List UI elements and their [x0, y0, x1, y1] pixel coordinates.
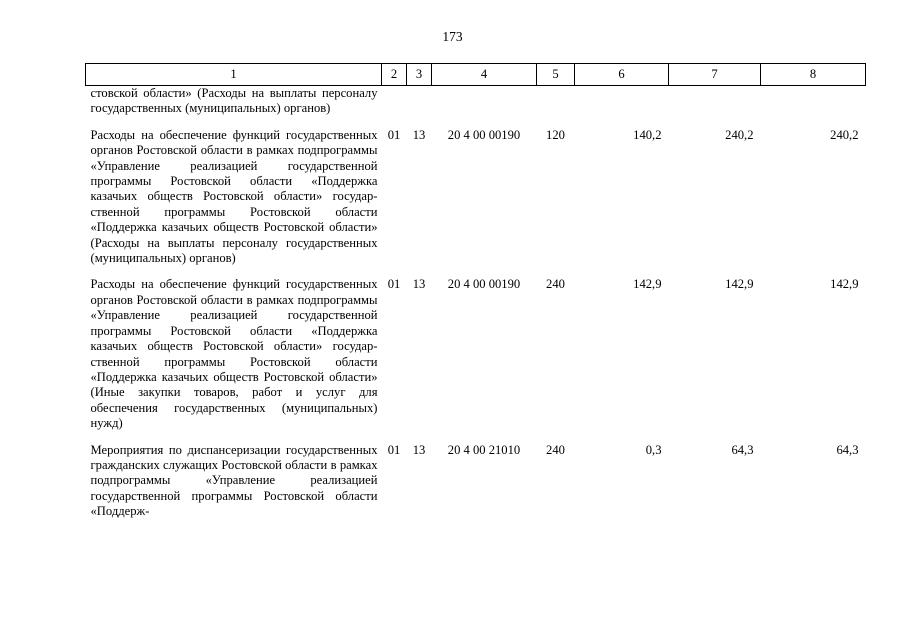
- row-spacer: [86, 266, 866, 277]
- target-item-code: 20 4 00 00190: [447, 277, 521, 292]
- row-description: стовской области» (Расходы на выплаты персоналу государственных (муниципальных) органов): [90, 86, 378, 116]
- table-row: [86, 443, 866, 520]
- subsection-code: [407, 86, 432, 117]
- table-row: [86, 277, 866, 431]
- page-number: 173: [442, 29, 463, 44]
- target-item-code: [432, 86, 537, 117]
- row-spacer: [86, 432, 866, 443]
- amount-col8: 240,2: [830, 127, 859, 142]
- expense-type-code: 120: [546, 127, 565, 142]
- amount-col7: [669, 86, 761, 117]
- expense-type-code: [537, 86, 575, 117]
- subsection-code: 13: [412, 127, 426, 142]
- amount-col6: 142,9: [633, 277, 662, 292]
- column-header-8: 8: [761, 64, 866, 86]
- row-spacer: [86, 117, 866, 128]
- subsection-code: 13: [412, 277, 426, 292]
- section-code: 01: [387, 442, 401, 457]
- target-item-code: 20 4 00 21010: [447, 442, 521, 457]
- amount-col8: 64,3: [836, 442, 859, 457]
- header-row: [86, 64, 866, 86]
- amount-col7: 64,3: [731, 442, 754, 457]
- target-item-code: 20 4 00 00190: [447, 127, 521, 142]
- expense-type-code: 240: [546, 277, 565, 292]
- column-header-6: 6: [575, 64, 669, 86]
- amount-col6: 140,2: [633, 127, 662, 142]
- expense-type-code: 240: [546, 442, 565, 457]
- section-code: [382, 86, 407, 117]
- row-description: Расходы на обеспечение функций государственных органов Ростовской области в рамках подпрограммы «Управление реализацией государственной программы Ростовской области «Поддержка казачьих обществ Ростовской области» государственной программы Ростовской области «Поддержка казачьих обществ Ростовской области» (Расходы на выплаты персоналу государственных (муниципальных) органов): [90, 127, 378, 266]
- budget-table: [85, 63, 866, 520]
- column-header-2: 2: [382, 64, 407, 86]
- amount-col7: 142,9: [725, 277, 754, 292]
- row-description: Расходы на обеспечение функций государственных органов Ростовской области в рамках подпрограммы «Управление реализацией государственной программы Ростовской области «Поддержка казачьих обществ Ростовской области» государственной программы Ростовской области «Поддержка казачьих обществ Ростовской области» (Иные закупки товаров, работ и услуг для обеспечения государственных (муниципальных) нужд): [90, 277, 378, 431]
- amount-col6: [575, 86, 669, 117]
- amount-col8: 142,9: [830, 277, 859, 292]
- table-row: [86, 86, 866, 117]
- amount-col8: [761, 86, 866, 117]
- column-header-3: 3: [407, 64, 432, 86]
- subsection-code: 13: [412, 442, 426, 457]
- amount-col6: 0,3: [645, 442, 662, 457]
- row-description: Мероприятия по диспансеризации государственных гражданских служащих Ростовской области в рамках подпрограммы «Управление реализацией государственной программы Ростовской области «Поддерж-: [90, 442, 378, 519]
- column-header-1: 1: [86, 64, 382, 86]
- section-code: 01: [387, 127, 401, 142]
- column-header-4: 4: [432, 64, 537, 86]
- column-header-5: 5: [537, 64, 575, 86]
- table-row: [86, 128, 866, 267]
- section-code: 01: [387, 277, 401, 292]
- column-header-7: 7: [669, 64, 761, 86]
- amount-col7: 240,2: [725, 127, 754, 142]
